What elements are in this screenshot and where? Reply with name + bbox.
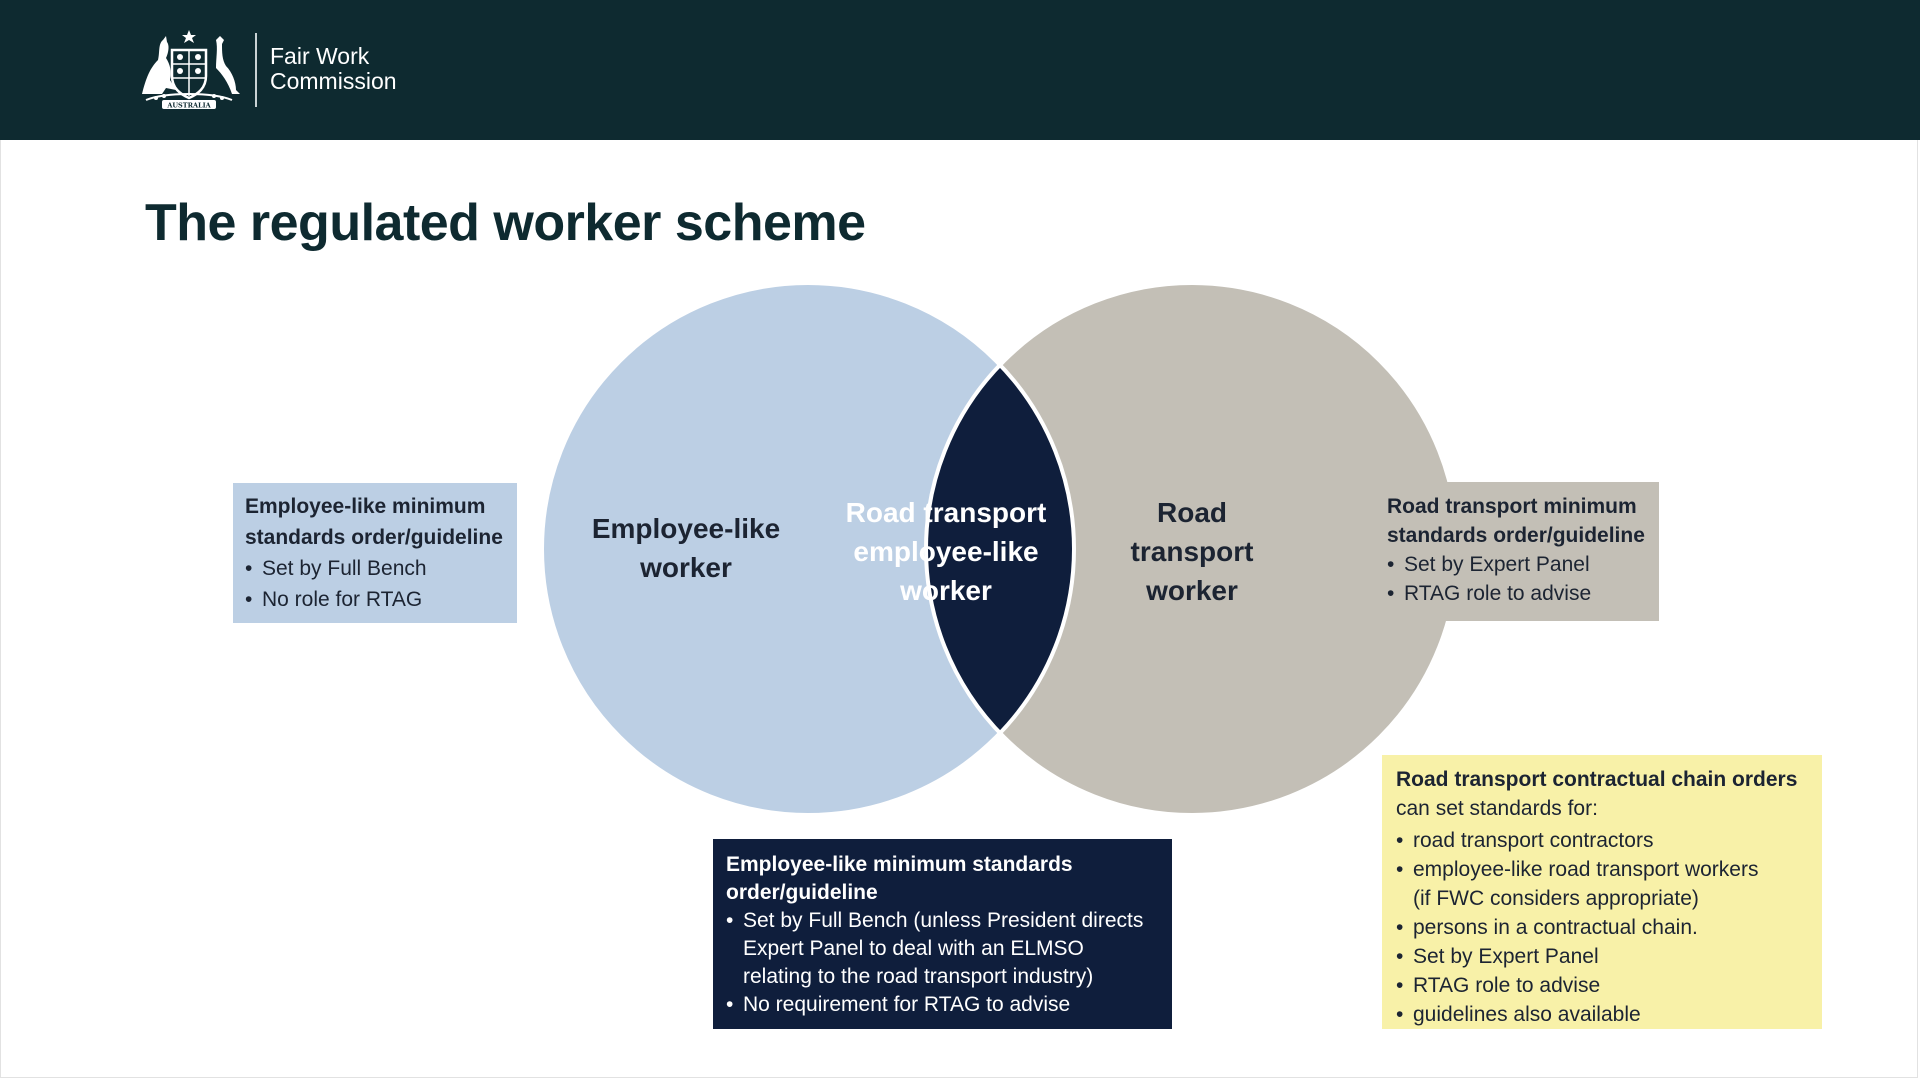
brand-name-line2: Commission — [270, 68, 397, 94]
bullet-list — [726, 907, 1159, 1019]
box-title-line1: Road transport minimum — [1387, 495, 1637, 518]
road-transport-worker-label: Road transport worker — [1130, 497, 1254, 606]
crest-scroll-text: AUSTRALIA — [167, 101, 211, 110]
box-subtitle: can set standards for: — [1396, 797, 1598, 820]
road-transport-employee-like-worker-label: Road transport employee-like worker — [845, 497, 1047, 606]
employee-like-standards-box — [233, 483, 517, 623]
list-item: • road transport contractors — [1396, 826, 1808, 855]
list-item: • persons in a contractual chain. — [1396, 913, 1808, 942]
page-title: The regulated worker scheme — [145, 194, 866, 252]
list-item: • guidelines also available — [1396, 1000, 1808, 1029]
road-transport-standards-box — [1374, 482, 1659, 621]
list-item: • employee-like road transport workers (if FWC considers appropriate) — [1396, 855, 1808, 913]
overlap-standards-box — [713, 839, 1172, 1029]
box-title: Road transport contractual chain orders — [1396, 768, 1798, 791]
contractual-chain-orders-box — [1382, 755, 1822, 1029]
brand-name-line1: Fair Work — [270, 43, 370, 69]
list-item: • RTAG role to advise — [1387, 579, 1646, 608]
list-item: • Set by Full Bench (unless President directs Expert Panel to deal with an ELMSO relating to the road transport industry) — [726, 907, 1159, 991]
list-item: • Set by Expert Panel — [1387, 550, 1646, 579]
box-title-line2: standards order/guideline — [245, 526, 503, 549]
box-title-line1: Employee-like minimum standards — [726, 853, 1073, 876]
box-title-line1: Employee-like minimum — [245, 495, 486, 518]
list-item: • Set by Full Bench — [245, 553, 505, 584]
bullet-list — [245, 553, 505, 615]
employee-like-worker-label: Employee-like worker — [591, 513, 781, 583]
list-item: • No role for RTAG — [245, 584, 505, 615]
bullet-list — [1387, 550, 1646, 608]
list-item: • Set by Expert Panel — [1396, 942, 1808, 971]
box-title-line2: standards order/guideline — [1387, 524, 1645, 547]
box-title-line2: order/guideline — [726, 881, 878, 904]
list-item: • RTAG role to advise — [1396, 971, 1808, 1000]
bullet-list — [1396, 826, 1808, 1029]
list-item: • No requirement for RTAG to advise — [726, 991, 1159, 1019]
